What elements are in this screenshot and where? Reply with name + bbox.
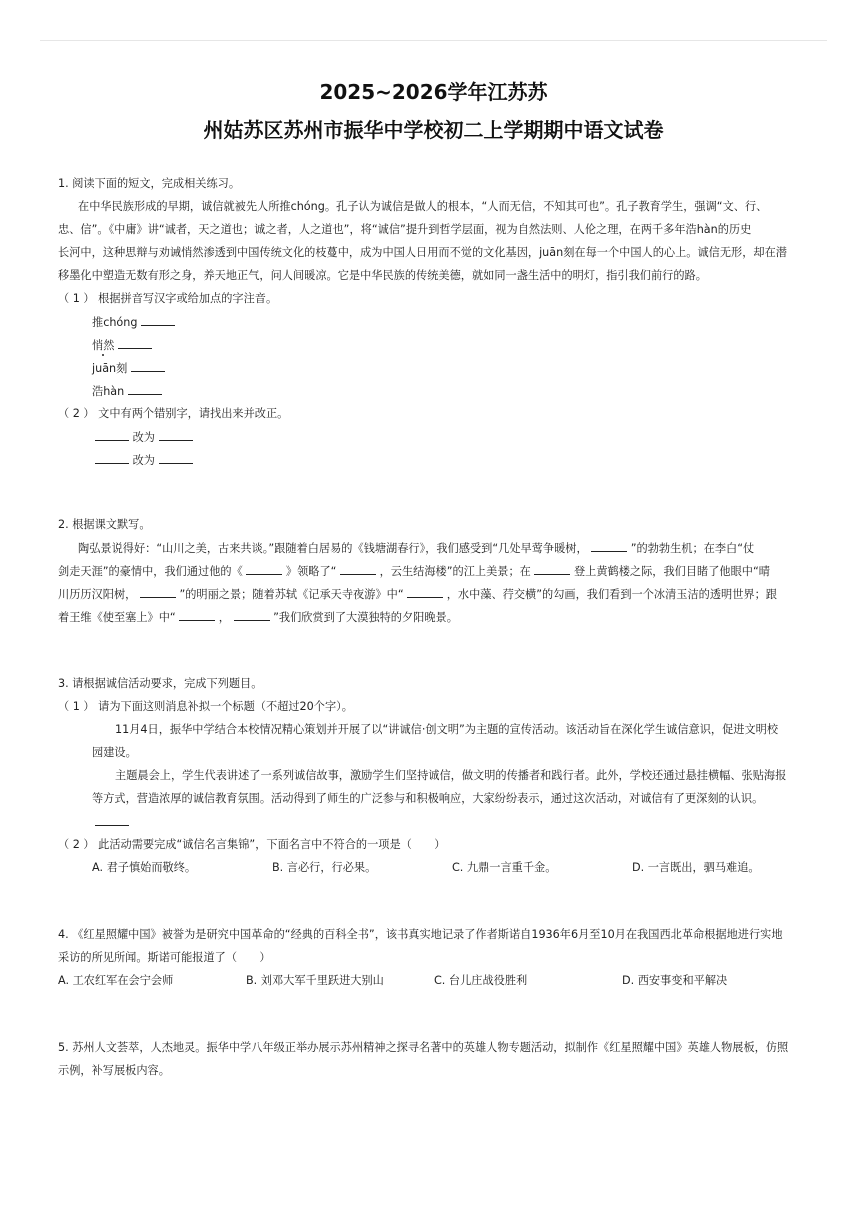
q4-stem-line: 4. 《红星照耀中国》被誉为是研究中国革命的“经典的百科全书”，该书真实地记录了作者斯诺自1936年6月至10月在我国西北革命根据地进行实地 [58,928,783,941]
q3-news-line: 11月4日，振华中学结合本校情况精心策划并开展了以“讲诚信·创文明”为主题的宣传活动。该活动旨在深化学生诚信意识，促进文明校 [115,723,779,736]
q3-stem: 3. 请根据诚信活动要求，完成下列题目。 [58,677,263,690]
q2-text: 剑走天涯”的豪情中，我们通过他的《 [58,565,243,578]
q2-text: ， [218,611,230,624]
answer-blank[interactable] [95,815,129,826]
answer-blank[interactable] [340,564,376,575]
q2-text: ，云生结海楼”的江上美景；在 [379,565,531,578]
q1-item [92,338,152,353]
page-title-line2: 州姑苏区苏州市振华中学校初二上学期期中语文试卷 [203,118,664,142]
answer-blank[interactable] [95,430,129,441]
q1-sub1-prompt: （ 1 ） 根据拼音写汉字或给加点的字注音。 [58,292,278,305]
q2-text: ”的明丽之景；随着苏轼《记承天寺夜游》中“ [179,588,404,601]
q2-text: 着王维《使至塞上》中“ [58,611,176,624]
q1-correction-row [95,453,193,468]
q1-item-label: 推chóng [92,316,138,329]
answer-blank[interactable] [246,564,282,575]
q2-line [78,541,754,556]
q2-text: 陶弘景说得好：“山川之美，古来共谈。”跟随着白居易的《钱塘湖春行》，我们感受到“几处早莺争暖树， [78,542,588,555]
q1-item [92,361,165,376]
q3-news-line: 等方式，营造浓厚的诚信教育氛围。活动得到了师生的广泛参与和积极响应，大家纷纷表示，通过这次活动，对诚信有了更深刻的认识。 [92,792,764,805]
q1-passage-line: 在中华民族形成的早期，诚信就被先人所推chóng。孔子认为诚信是做人的根本，“人而无信，不知其可也”。孔子教育学生，强调“文、行、 [78,200,768,213]
q2-line [58,564,770,579]
q5-stem-line: 示例，补写展板内容。 [58,1064,170,1077]
top-divider [40,40,827,41]
q3-option-b[interactable]: B. 言必行，行必果。 [272,861,377,874]
change-label: 改为 [132,431,155,444]
answer-blank[interactable] [591,541,627,552]
q3-news-line: 主题晨会上，学生代表讲述了一系列诚信故事，激励学生们坚持诚信，做文明的传播者和践行者。此外，学校还通过悬挂横幅、张贴海报 [115,769,787,782]
q2-text: ”我们欣赏到了大漠独特的夕阳晚景。 [273,611,458,624]
q1-item [92,384,162,399]
q2-text: 登上黄鹤楼之际，我们目睹了他眼中“晴 [573,565,770,578]
q4-option-d[interactable]: D. 西安事变和平解决 [622,974,728,987]
answer-blank[interactable] [140,587,176,598]
q2-line [58,610,458,625]
answer-blank[interactable] [141,315,175,326]
answer-blank[interactable] [128,384,162,395]
q1-sub2-prompt: （ 2 ） 文中有两个错别字，请找出来并改正。 [58,407,289,420]
page-title-line1: 2025~2026学年江苏苏 [319,80,548,104]
q3-sub1-prompt: （ 1 ） 请为下面这则消息补拟一个标题（不超过20个字）。 [58,700,353,713]
answer-blank[interactable] [159,453,193,464]
q1-correction-row [95,430,193,445]
q1-passage-line: 移墨化中塑造无数有形之身，养天地正气，问人间暖凉。它是中华民族的传统美德，就如同一盏生活中的明灯，指引我们前行的路。 [58,269,707,282]
q2-text: 》领略了“ [285,565,337,578]
q2-text: 川历历汉阳树， [58,588,137,601]
q1-item [92,315,175,330]
q3-news-line: 园建设。 [92,746,137,759]
q1-item-label: 悄然 [92,339,115,352]
answer-blank[interactable] [159,430,193,441]
q2-stem: 2. 根据课文默写。 [58,518,151,531]
change-label: 改为 [132,454,155,467]
q4-option-a[interactable]: A. 工农红军在会宁会师 [58,974,174,987]
q1-item-label: juān刻 [92,362,128,375]
q1-stem: 1. 阅读下面的短文，完成相关练习。 [58,177,241,190]
answer-blank[interactable] [131,361,165,372]
answer-blank[interactable] [95,453,129,464]
q4-option-c[interactable]: C. 台儿庄战役胜利 [434,974,528,987]
q4-option-b[interactable]: B. 刘邓大军千里跃进大别山 [246,974,384,987]
answer-blank[interactable] [407,587,443,598]
q3-answer-row [95,815,129,830]
q2-line [58,587,777,602]
q2-text: ，水中藻、荇交横”的勾画，我们看到一个冰清玉洁的透明世界；跟 [446,588,777,601]
q1-item-label: 浩hàn [92,385,125,398]
q4-stem-line: 采访的所见所闻。斯诺可能报道了（ ） [58,951,271,964]
answer-blank[interactable] [179,610,215,621]
q2-text: ”的勃勃生机；在李白“仗 [630,542,755,555]
answer-blank[interactable] [118,338,152,349]
q3-option-a[interactable]: A. 君子慎始而敬终。 [92,861,197,874]
q1-passage-line: 忠、信”。《中庸》讲“诚者，天之道也；诚之者，人之道也”，将“诚信”提升到哲学层面，视为自然法则、人伦之理，在两千多年浩hàn的历史 [58,223,752,236]
q1-passage-line: 长河中，这种思辩与劝诫悄然渗透到中国传统文化的枝蔓中，成为中国人日用而不觉的文化基因，juān刻在每一个中国人的心上。诚信无形，却在潜 [58,246,787,259]
answer-blank[interactable] [234,610,270,621]
answer-blank[interactable] [534,564,570,575]
q3-option-d[interactable]: D. 一言既出，驷马难追。 [632,861,760,874]
q3-option-c[interactable]: C. 九鼎一言重千金。 [452,861,557,874]
q5-stem-line: 5. 苏州人文荟萃，人杰地灵。振华中学八年级正举办展示苏州精神之探寻名著中的英雄人物专题活动，拟制作《红星照耀中国》英雄人物展板，仿照 [58,1041,789,1054]
q3-sub2-prompt: （ 2 ） 此活动需要完成“诚信名言集锦”，下面名言中不符合的一项是（ ） [58,838,446,851]
